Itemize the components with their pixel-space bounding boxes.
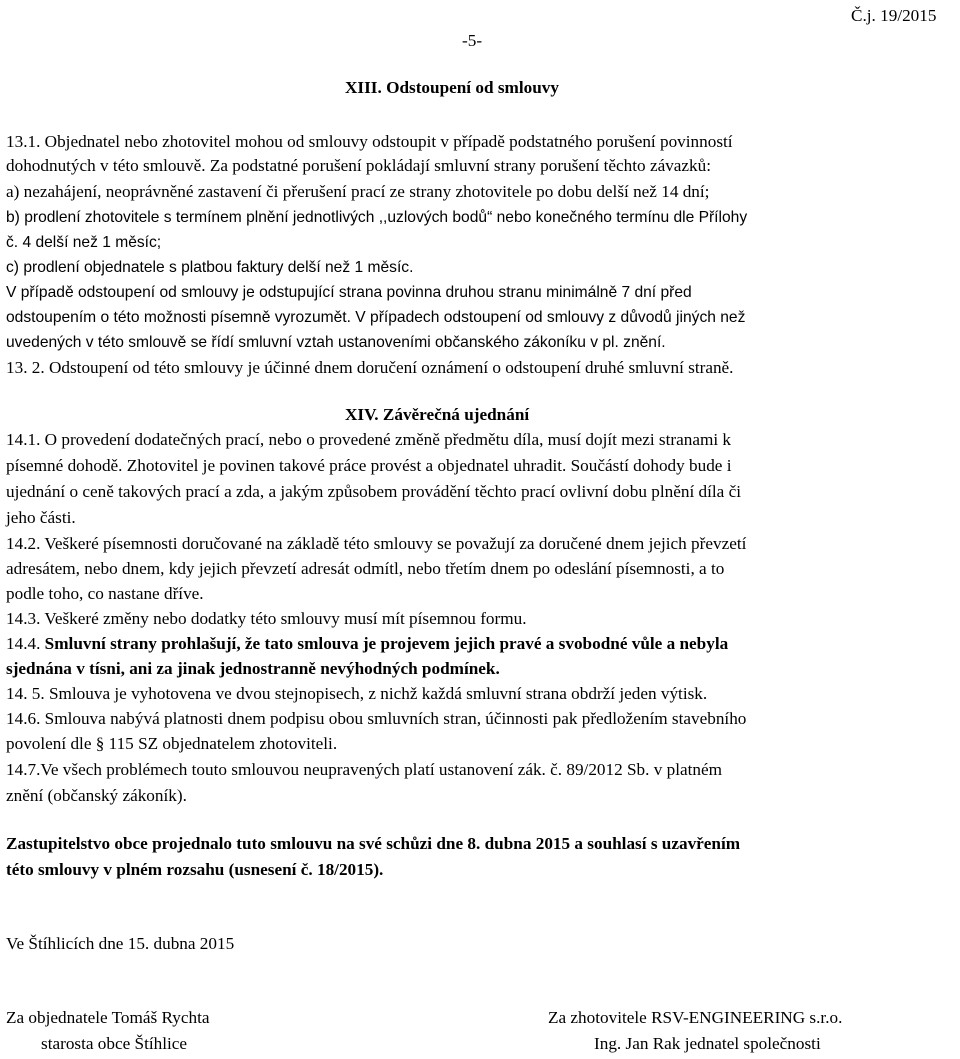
paragraph-line: b) prodlení zhotovitele s termínem plnění jednotlivých ,,uzlových bodů“ nebo konečného termínu dle Přílohy: [6, 209, 748, 226]
paragraph-line: č. 4 delší než 1 měsíc;: [6, 234, 162, 251]
approval-line: této smlouvy v plném rozsahu (usnesení č. 18/2015).: [6, 860, 384, 879]
section-14-title: XIV. Závěrečná ujednání: [345, 405, 530, 424]
approval-line: Zastupitelstvo obce projednalo tuto smlouvu na své schůzi dne 8. dubna 2015 a souhlasí s uzavřením: [6, 834, 741, 853]
paragraph-line: uvedených v této smlouvě se řídí smluvní vztah ustanoveními občanského zákoníku v pl. znění.: [6, 334, 666, 351]
paragraph-line: 14.3. Veškeré změny nebo dodatky této smlouvy musí mít písemnou formu.: [6, 609, 527, 628]
clause-text: Smluvní strany prohlašují, že tato smlouva je projevem jejich pravé a svobodné vůle a nebyla: [44, 634, 729, 653]
paragraph-line: povolení dle § 115 SZ objednatelem zhotoviteli.: [6, 734, 338, 753]
paragraph-line: podle toho, co nastane dříve.: [6, 584, 204, 603]
paragraph-line: V případě odstoupení od smlouvy je odstupující strana povinna druhou stranu minimálně 7 dní před: [6, 284, 692, 301]
place-and-date: Ve Štíhlicích dne 15. dubna 2015: [6, 934, 235, 953]
paragraph-line: 13.1. Objednatel nebo zhotovitel mohou od smlouvy odstoupit v případě podstatného porušení povinností: [6, 132, 733, 151]
paragraph-line: 14.1. O provedení dodatečných prací, nebo o provedené změně předmětu díla, musí dojít mezi stranami k: [6, 430, 731, 449]
paragraph-line: adresátem, nebo dnem, kdy jejich převzetí adresát odmítl, nebo třetím dnem po odeslání písemnosti, a to: [6, 559, 725, 578]
paragraph-line: a) nezahájení, neoprávněné zastavení či přerušení prací ze strany zhotovitele po dobu delší než 14 dní;: [6, 182, 710, 201]
clause-number: 14.4.: [6, 634, 41, 653]
paragraph-line: 14.7.Ve všech problémech touto smlouvou neupravených platí ustanovení zák. č. 89/2012 Sb. v platném: [6, 760, 722, 779]
paragraph-line: jeho části.: [6, 508, 76, 527]
paragraph-line: 14. 5. Smlouva je vyhotovena ve dvou stejnopisech, z nichž každá smluvní strana obdrží jeden výtisk.: [6, 684, 708, 703]
signature-contractor-role: Ing. Jan Rak jednatel společnosti: [594, 1034, 821, 1053]
signature-client-name: Za objednatele Tomáš Rychta: [6, 1008, 210, 1027]
paragraph-line: odstoupením o této možnosti písemně vyrozumět. V případech odstoupení od smlouvy z důvodů jiných než: [6, 309, 746, 326]
paragraph-line: c) prodlení objednatele s platbou faktury delší než 1 měsíc.: [6, 259, 414, 276]
paragraph-line: 14.2. Veškeré písemnosti doručované na základě této smlouvy se považují za doručené dnem jejich převzetí: [6, 534, 747, 553]
signature-contractor-name: Za zhotovitele RSV-ENGINEERING s.r.o.: [548, 1008, 843, 1027]
signature-client-role: starosta obce Štíhlice: [41, 1034, 188, 1053]
paragraph-line: ujednání o ceně takových prací a zda, a jakým způsobem provádění těchto prací ovlivní dobu plnění díla či: [6, 482, 741, 501]
paragraph-line: dohodnutých v této smlouvě. Za podstatné porušení pokládají smluvní strany porušení těchto závazků:: [6, 156, 712, 175]
clause-14-4: [6, 632, 728, 656]
paragraph-line: 13. 2. Odstoupení od této smlouvy je účinné dnem doručení oznámení o odstoupení druhé smluvní straně.: [6, 358, 734, 377]
paragraph-line: 14.6. Smlouva nabývá platnosti dnem podpisu obou smluvních stran, účinnosti pak předložením stavebního: [6, 709, 747, 728]
page-number: -5-: [462, 31, 483, 50]
reference-number: Č.j. 19/2015: [851, 6, 937, 25]
paragraph-line: znění (občanský zákoník).: [6, 786, 187, 805]
section-13-title: XIII. Odstoupení od smlouvy: [345, 78, 559, 97]
paragraph-line: písemné dohodě. Zhotovitel je povinen takové práce provést a objednatel uhradit. Součástí dohody bude i: [6, 456, 732, 475]
clause-14-4-continued: sjednána v tísni, ani za jinak jednostranně nevýhodných podmínek.: [6, 659, 500, 678]
